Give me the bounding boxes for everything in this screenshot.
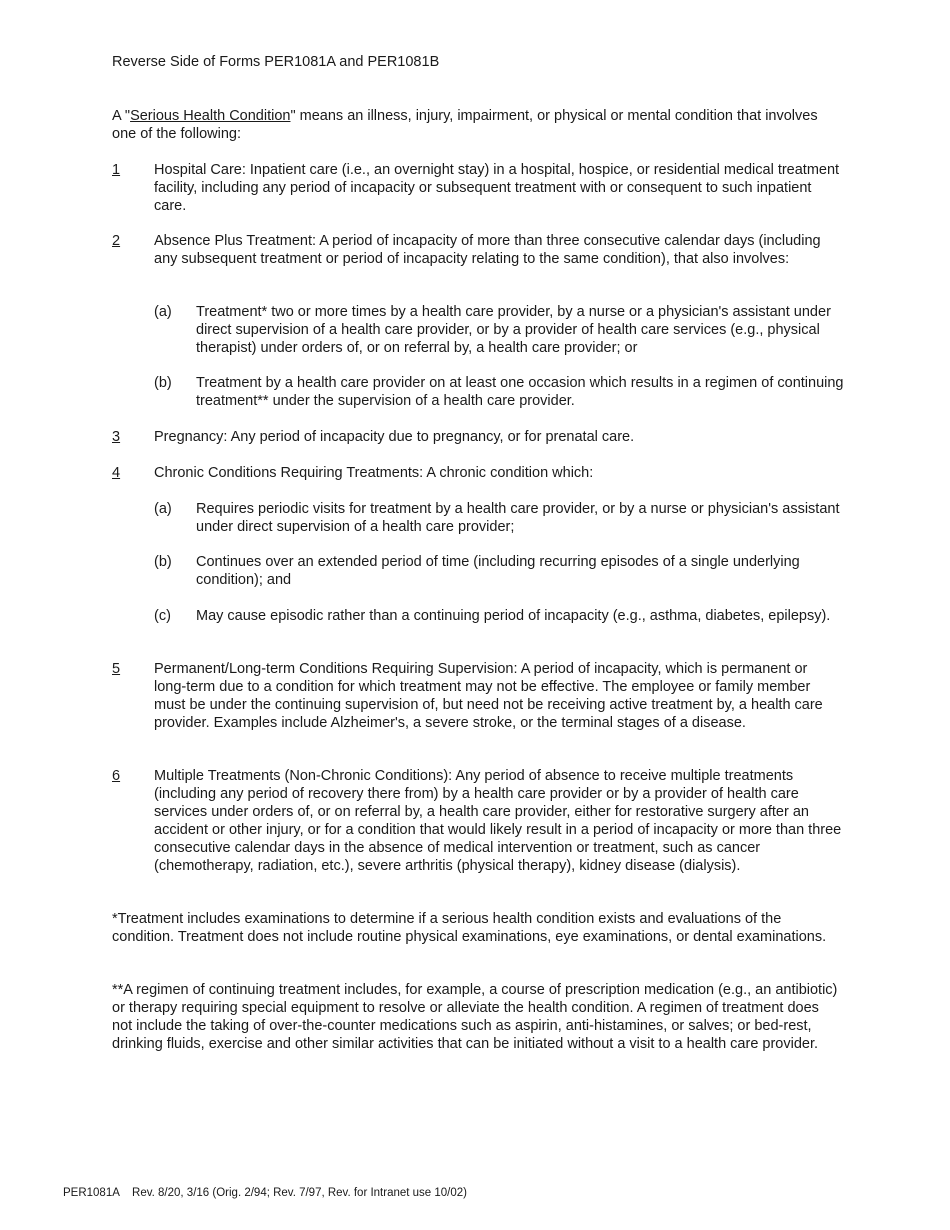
footer-form-id: PER1081A: [63, 1187, 120, 1199]
sub-item-letter: (a): [154, 304, 172, 320]
item-number: 1: [112, 162, 121, 178]
footer-revision: Rev. 8/20, 3/16 (Orig. 2/94; Rev. 7/97, Rev. for Intranet use 10/02): [132, 1187, 468, 1199]
sub-item-letter: (a): [154, 501, 172, 517]
sub-item-text: Requires periodic visits for treatment by a health care provider, or by a nurse or physician's assistant under direct supervision of a health care provider;: [196, 501, 840, 535]
sub-item-letter: (b): [154, 554, 172, 570]
item-text: Pregnancy: Any period of incapacity due to pregnancy, or for prenatal care.: [154, 429, 635, 445]
sub-item-2b: [154, 374, 844, 410]
item-text: Hospital Care: Inpatient care (i.e., an overnight stay) in a hospital, hospice, or residential medical treatment facility, including any period of incapacity or subsequent treatment with or consequent to such inpatient care.: [154, 162, 840, 214]
sub-item-text: Treatment* two or more times by a health care provider, by a nurse or a physician's assistant under direct supervision of a health care provider, or by a provider of health care services (e.g., physical therapist) under orders of, or on referral by, a health care provider; or: [196, 304, 831, 356]
item-number: 6: [112, 768, 121, 784]
sub-item-text: May cause episodic rather than a continuing period of incapacity (e.g., asthma, diabetes, epilepsy).: [196, 608, 831, 624]
page-header: Reverse Side of Forms PER1081A and PER1081B: [112, 54, 440, 70]
list-item-4: [112, 464, 842, 482]
sub-item-text: Continues over an extended period of time (including recurring episodes of a single underlying condition); and: [196, 554, 800, 588]
intro-suffix: " means an illness, injury, impairment, or physical or mental condition that involves one of the following:: [112, 108, 818, 142]
list-item-2: [112, 232, 842, 268]
item-number: 4: [112, 465, 121, 481]
intro-prefix: A ": [112, 108, 131, 124]
item-number: 2: [112, 233, 121, 249]
intro-paragraph: [112, 107, 832, 143]
sub-item-4b: [154, 553, 844, 589]
sub-item-letter: (c): [154, 608, 171, 624]
list-item-6: [112, 767, 842, 875]
sub-item-2a: [154, 303, 844, 357]
item-text: Multiple Treatments (Non-Chronic Conditions): Any period of absence to receive multiple treatments (including any period of recovery there from) by a health care provider or by a provider of health care services under orders of, or on referral by, a health care provider, either for restorative surgery after an accident or other injury, or for a condition that would likely result in a period of incapacity or more than three consecutive calendar days in the absence of medical intervention or treatment, such as cancer (chemotherapy, radiation, etc.), severe arthritis (physical therapy), kidney disease (dialysis).: [154, 768, 842, 874]
page-footer: [63, 1187, 467, 1199]
sub-item-text: Treatment by a health care provider on at least one occasion which results in a regimen of continuing treatment** under the supervision of a health care provider.: [196, 375, 844, 409]
list-item-3: [112, 428, 842, 446]
item-text: Absence Plus Treatment: A period of incapacity of more than three consecutive calendar days (including any subsequent treatment or period of incapacity relating to the same condition), that also involves:: [154, 233, 821, 267]
item-number: 5: [112, 661, 121, 677]
item-text: Chronic Conditions Requiring Treatments: A chronic condition which:: [154, 465, 594, 481]
footnote-treatment: *Treatment includes examinations to determine if a serious health condition exists and evaluations of the condition. Treatment does not include routine physical examinations, eye examinations, or dental examinations.: [112, 911, 827, 945]
sub-item-4c: [154, 607, 844, 625]
item-text: Permanent/Long-term Conditions Requiring Supervision: A period of incapacity, which is permanent or long-term due to a condition for which treatment may not be effective. The employee or family member must be under the continuing supervision of, but need not be receiving active treatment by, a health care provider. Examples include Alzheimer's, a severe stroke, or the terminal stages of a disease.: [154, 661, 823, 731]
item-number: 3: [112, 429, 121, 445]
list-item-5: [112, 660, 842, 732]
sub-item-4a: [154, 500, 844, 536]
footnote-regimen: **A regimen of continuing treatment includes, for example, a course of prescription medication (e.g., an antibiotic) or therapy requiring special equipment to resolve or alleviate the health condition. A regimen of treatment does not include the taking of over-the-counter medications such as aspirin, anti-histamines, or salves; or bed-rest, drinking fluids, exercise and other similar activities that can be initiated without a visit to a health care provider.: [112, 982, 838, 1052]
defined-term: Serious Health Condition: [130, 108, 291, 124]
sub-item-letter: (b): [154, 375, 172, 391]
list-item-1: [112, 161, 842, 215]
